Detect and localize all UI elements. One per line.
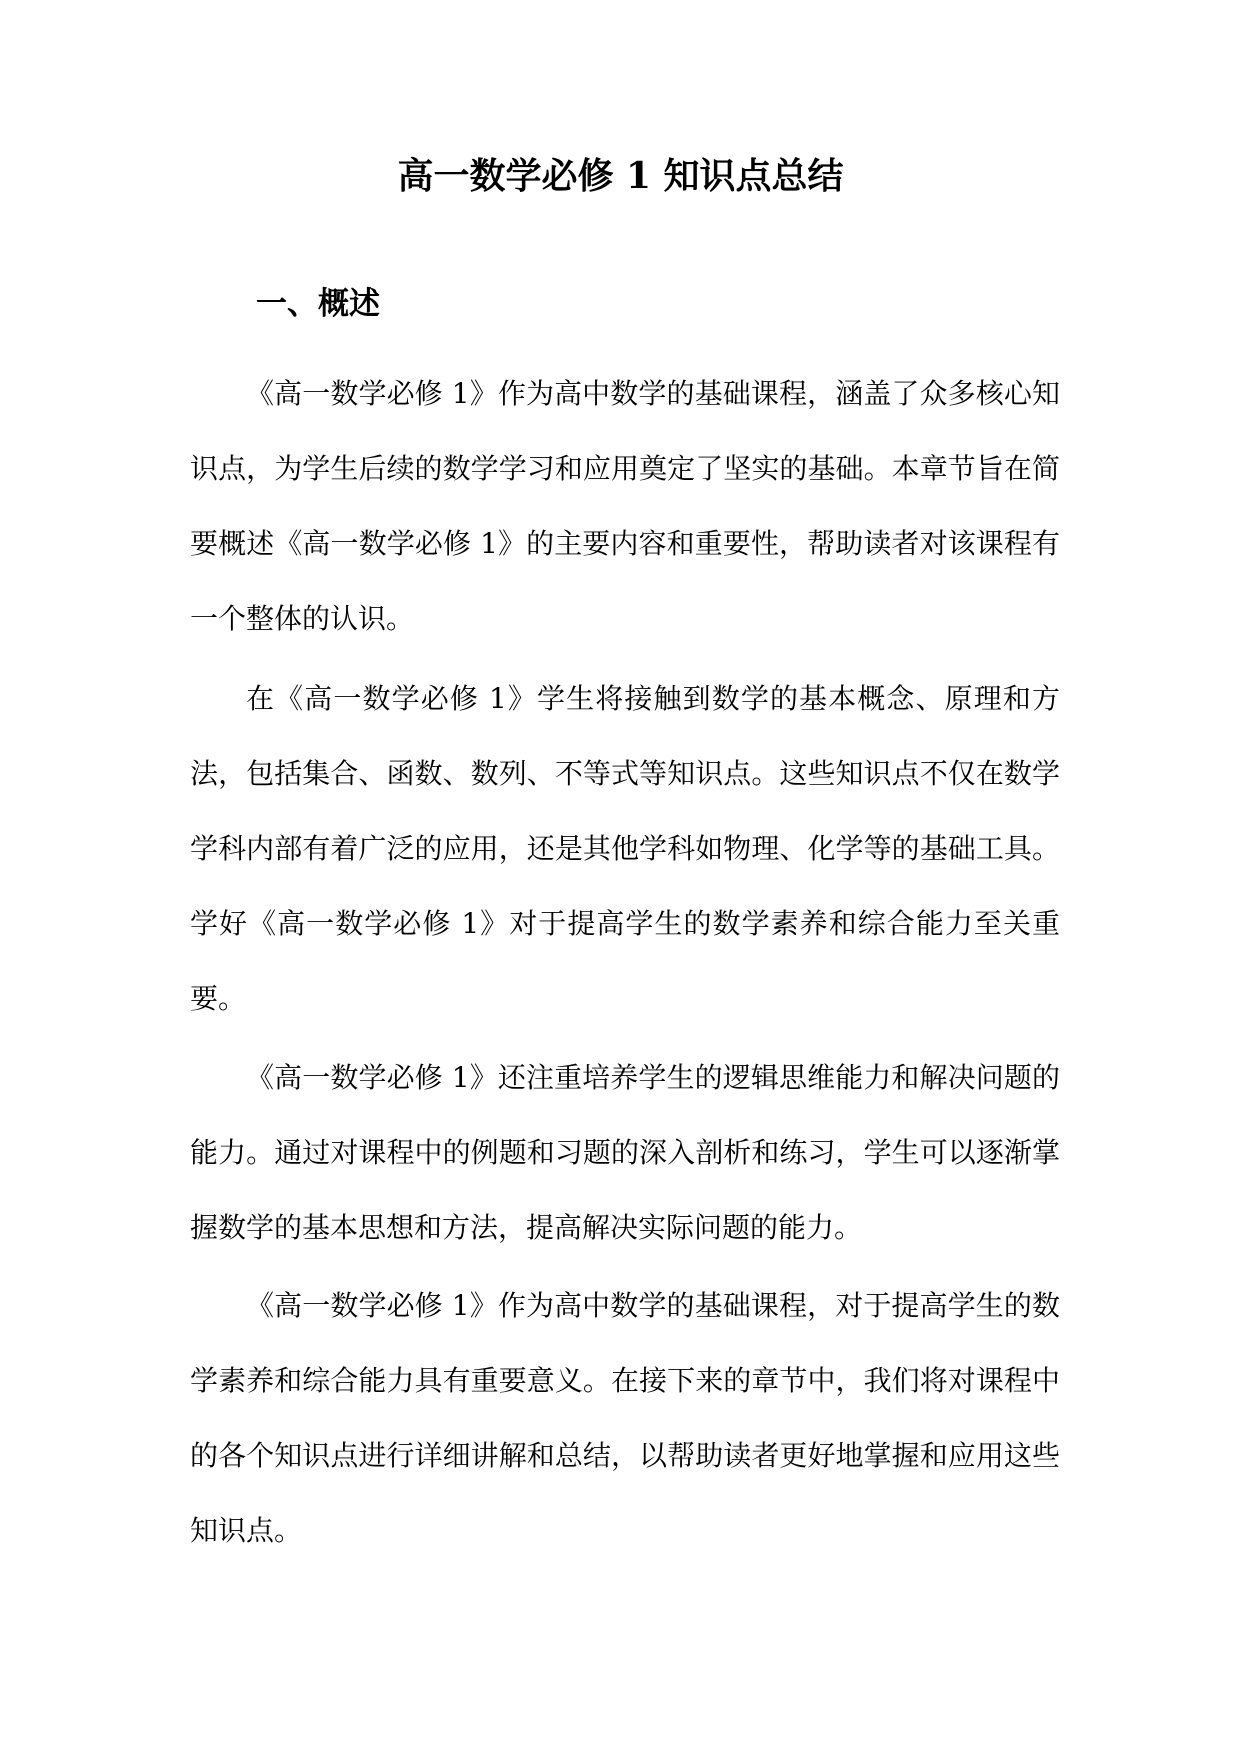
section-heading-overview: 一、概述 — [256, 286, 380, 322]
body-paragraph: 在《高一数学必修 1》学生将接触到数学的基本概念、原理和方法，包括集合、函数、数列、不等式等知识点。这些知识点不仅在数学学科内部有着广泛的应用，还是其他学科如物理、化学等的基础工具。学好《高一数学必修 1》对于提高学生的数学素养和综合能力至关重要。 — [190, 682, 1060, 1015]
body-paragraph: 《高一数学必修 1》作为高中数学的基础课程，对于提高学生的数学素养和综合能力具有重要意义。在接下来的章节中，我们将对课程中的各个知识点进行详细讲解和总结，以帮助读者更好地掌握和应用这些知识点。 — [190, 1289, 1060, 1547]
body-paragraph: 《高一数学必修 1》还注重培养学生的逻辑思维能力和解决问题的能力。通过对课程中的例题和习题的深入剖析和练习，学生可以逐渐掌握数学的基本思想和方法，提高解决实际问题的能力。 — [190, 1061, 1060, 1244]
document-title: 高一数学必修 1 知识点总结 — [397, 155, 844, 197]
body-paragraph: 《高一数学必修 1》作为高中数学的基础课程，涵盖了众多核心知识点，为学生后续的数学学习和应用奠定了坚实的基础。本章节旨在简要概述《高一数学必修 1》的主要内容和重要性，帮助读者对该课程有一个整体的认识。 — [190, 377, 1060, 635]
